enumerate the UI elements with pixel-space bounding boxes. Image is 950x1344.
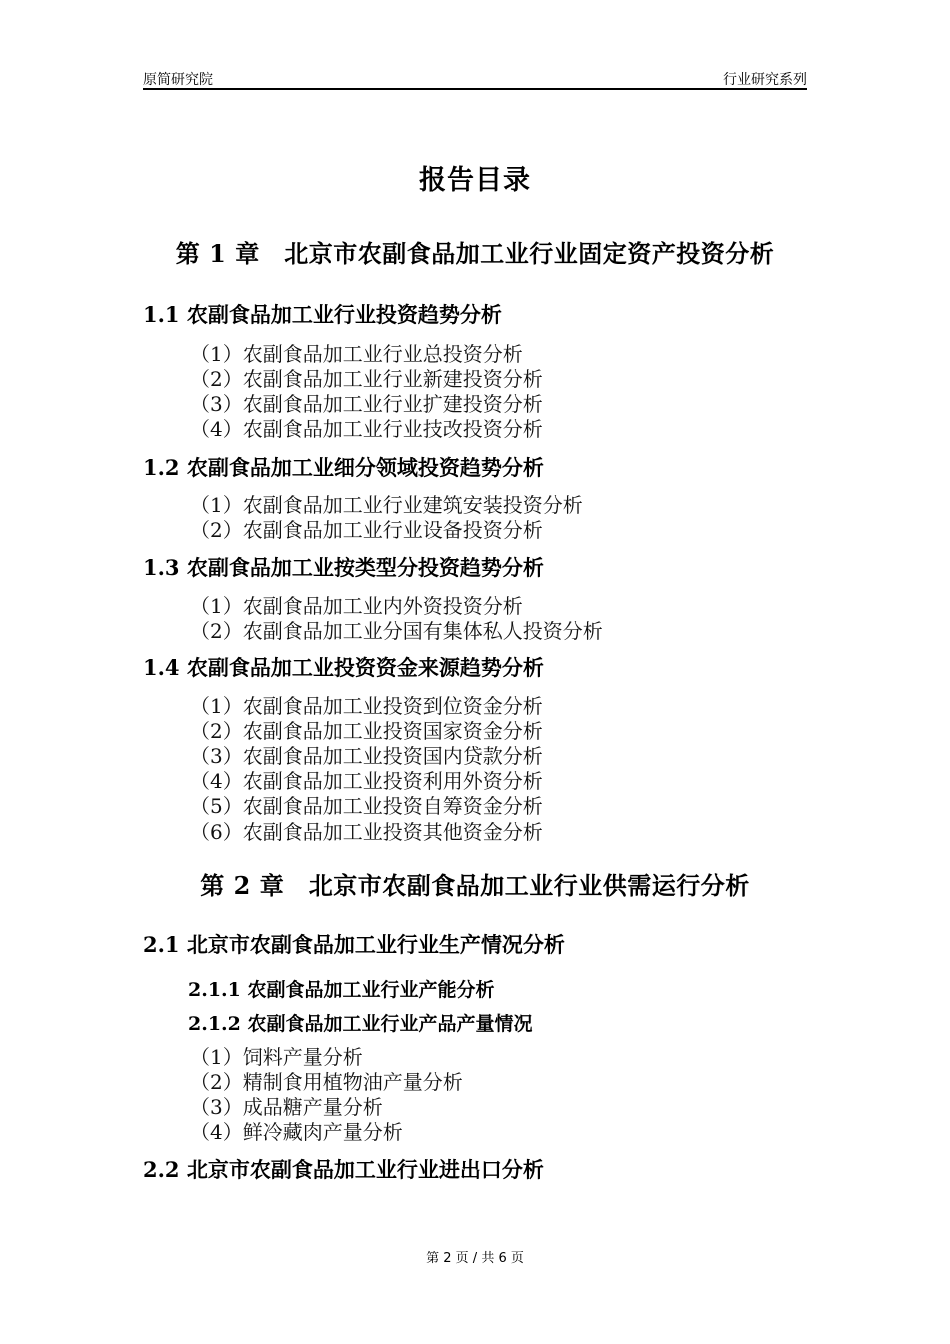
toc-item: （2）精制食用植物油产量分析 <box>190 1070 463 1094</box>
toc-item: （1）农副食品加工业行业总投资分析 <box>190 342 523 366</box>
page-title: 报告目录 <box>419 165 531 196</box>
toc-item: （1）农副食品加工业内外资投资分析 <box>190 594 523 618</box>
subsection-2-1-2-heading: 2.1.2 农副食品加工业行业产品产量情况 <box>188 1013 533 1035</box>
toc-item: （3）农副食品加工业行业扩建投资分析 <box>190 392 543 416</box>
page-header <box>143 66 807 90</box>
chapter-1-heading: 第 1 章 北京市农副食品加工业行业固定资产投资分析 <box>175 239 775 268</box>
toc-item: （5）农副食品加工业投资自筹资金分析 <box>190 794 543 818</box>
section-2-2-heading: 2.2 北京市农副食品加工业行业进出口分析 <box>143 1157 544 1182</box>
header-org-name: 原简研究院 <box>143 72 213 88</box>
toc-item: （3）成品糖产量分析 <box>190 1095 383 1119</box>
toc-item: （6）农副食品加工业投资其他资金分析 <box>190 820 543 844</box>
header-series-name: 行业研究系列 <box>723 72 807 88</box>
section-1-2-heading: 1.2 农副食品加工业细分领域投资趋势分析 <box>143 455 544 480</box>
toc-item: （4）农副食品加工业行业技改投资分析 <box>190 417 543 441</box>
subsection-2-1-1-heading: 2.1.1 农副食品加工业行业产能分析 <box>188 979 495 1001</box>
toc-item: （1）饲料产量分析 <box>190 1045 363 1069</box>
toc-item: （4）鲜冷藏肉产量分析 <box>190 1120 403 1144</box>
toc-item: （4）农副食品加工业投资利用外资分析 <box>190 769 543 793</box>
toc-item: （3）农副食品加工业投资国内贷款分析 <box>190 744 543 768</box>
toc-item: （2）农副食品加工业行业设备投资分析 <box>190 518 543 542</box>
toc-item: （2）农副食品加工业分国有集体私人投资分析 <box>190 619 603 643</box>
toc-item: （2）农副食品加工业投资国家资金分析 <box>190 719 543 743</box>
toc-item: （1）农副食品加工业投资到位资金分析 <box>190 694 543 718</box>
section-2-1-heading: 2.1 北京市农副食品加工业行业生产情况分析 <box>143 932 565 957</box>
page-number: 第 2 页 / 共 6 页 <box>426 1251 524 1266</box>
toc-item: （2）农副食品加工业行业新建投资分析 <box>190 367 543 391</box>
toc-item: （1）农副食品加工业行业建筑安装投资分析 <box>190 493 583 517</box>
section-1-4-heading: 1.4 农副食品加工业投资资金来源趋势分析 <box>143 655 544 680</box>
section-1-3-heading: 1.3 农副食品加工业按类型分投资趋势分析 <box>143 555 544 580</box>
chapter-2-heading: 第 2 章 北京市农副食品加工业行业供需运行分析 <box>200 871 750 900</box>
section-1-1-heading: 1.1 农副食品加工业行业投资趋势分析 <box>143 302 502 327</box>
